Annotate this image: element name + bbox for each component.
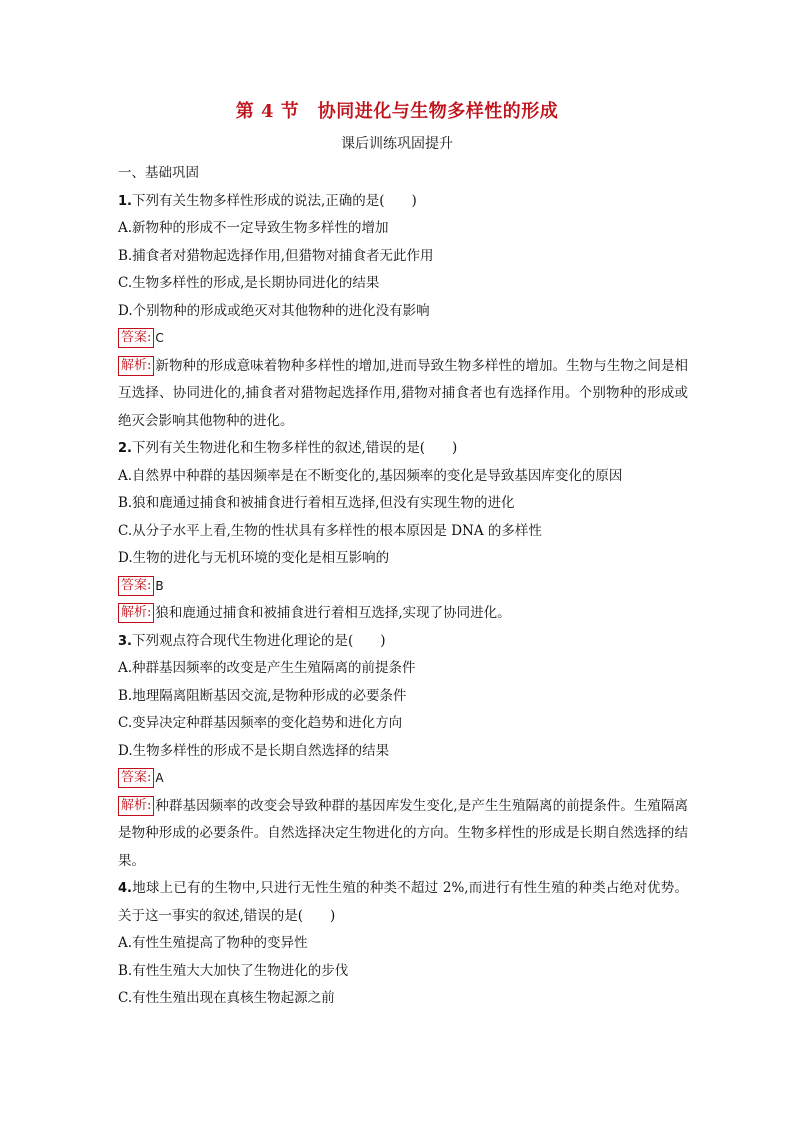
option: D.生物的进化与无机环境的变化是相互影响的 xyxy=(118,550,390,566)
section-heading: 一、基础巩固 xyxy=(118,165,199,181)
option: A.自然界中种群的基因频率是在不断变化的,基因频率的变化是导致基因库变化的原因 xyxy=(118,467,623,484)
option: B.地理隔离阻断基因交流,是物种形成的必要条件 xyxy=(118,687,407,704)
answer-value: B xyxy=(155,578,164,593)
answer-label: 答案: xyxy=(118,328,154,348)
question-stem xyxy=(118,435,688,463)
question-text: 下列有关生物多样性形成的说法,正确的是( ) xyxy=(131,192,417,209)
option: C.从分子水平上看,生物的性状具有多样性的根本原因是 DNA 的多样性 xyxy=(118,522,542,539)
option: C.有性生殖出现在真核生物起源之前 xyxy=(118,990,335,1006)
answer-label: 答案: xyxy=(118,768,154,788)
analysis-row xyxy=(118,353,688,436)
question-stem xyxy=(118,628,688,656)
page-subtitle: 课后训练巩固提升 xyxy=(341,136,453,152)
question-text: 下列有关生物进化和生物多样性的叙述,错误的是( ) xyxy=(131,440,458,456)
analysis-label: 解析: xyxy=(118,356,154,376)
option: A.种群基因频率的改变是产生生殖隔离的前提条件 xyxy=(118,660,416,676)
option: C.生物多样性的形成,是长期协同进化的结果 xyxy=(118,275,380,291)
analysis-label: 解析: xyxy=(118,796,154,816)
option: A.有性生殖提高了物种的变异性 xyxy=(118,935,308,951)
page-title: 第 4 节 协同进化与生物多样性的形成 xyxy=(235,101,559,122)
question-number: 3. xyxy=(118,633,132,649)
analysis-label: 解析: xyxy=(118,603,154,623)
question-number: 1. xyxy=(118,193,132,209)
option: B.有性生殖大大加快了生物进化的步伐 xyxy=(118,962,349,979)
question-stem xyxy=(118,875,688,930)
option: D.个别物种的形成或绝灭对其他物种的进化没有影响 xyxy=(118,302,430,319)
exercise-content xyxy=(118,160,688,1013)
answer-value: A xyxy=(155,771,164,785)
option: B.狼和鹿通过捕食和被捕食进行着相互选择,但没有实现生物的进化 xyxy=(118,495,515,511)
analysis-text: 种群基因频率的改变会导致种群的基因库发生变化,是产生生殖隔离的前提条件。生殖隔离是物种形成的必要条件。自然选择决定生物进化的方向。生物多样性的形成是长期自然选择的结果。 xyxy=(118,797,688,869)
option: D.生物多样性的形成不是长期自然选择的结果 xyxy=(118,742,390,759)
question-number: 4. xyxy=(118,881,132,896)
analysis-row xyxy=(118,793,688,876)
question-stem xyxy=(118,188,688,216)
question-text: 地球上已有的生物中,只进行无性生殖的种类不超过 2%,而进行有性生殖的种类占绝对优势。关于这一事实的叙述,错误的是( ) xyxy=(118,880,688,924)
option: C.变异决定种群基因频率的变化趋势和进化方向 xyxy=(118,715,403,731)
question-text: 下列观点符合现代生物进化理论的是( ) xyxy=(131,632,386,649)
answer-row xyxy=(118,325,688,353)
option: B.捕食者对猎物起选择作用,但猎物对捕食者无此作用 xyxy=(118,247,434,264)
question-number: 2. xyxy=(118,441,132,456)
analysis-text: 狼和鹿通过捕食和被捕食进行着相互选择,实现了协同进化。 xyxy=(155,605,511,621)
answer-row xyxy=(118,573,688,601)
answer-label: 答案: xyxy=(118,576,154,596)
option: A.新物种的形成不一定导致生物多样性的增加 xyxy=(118,220,389,236)
answer-row xyxy=(118,765,688,793)
analysis-row xyxy=(118,600,688,628)
analysis-text: 新物种的形成意味着物种多样性的增加,进而导致生物多样性的增加。生物与生物之间是相互选择、协同进化的,捕食者对猎物起选择作用,猎物对捕食者也有选择作用。个别物种的形成或绝灭会影响其他物种的进化。 xyxy=(118,357,688,429)
answer-value: C xyxy=(155,331,164,345)
